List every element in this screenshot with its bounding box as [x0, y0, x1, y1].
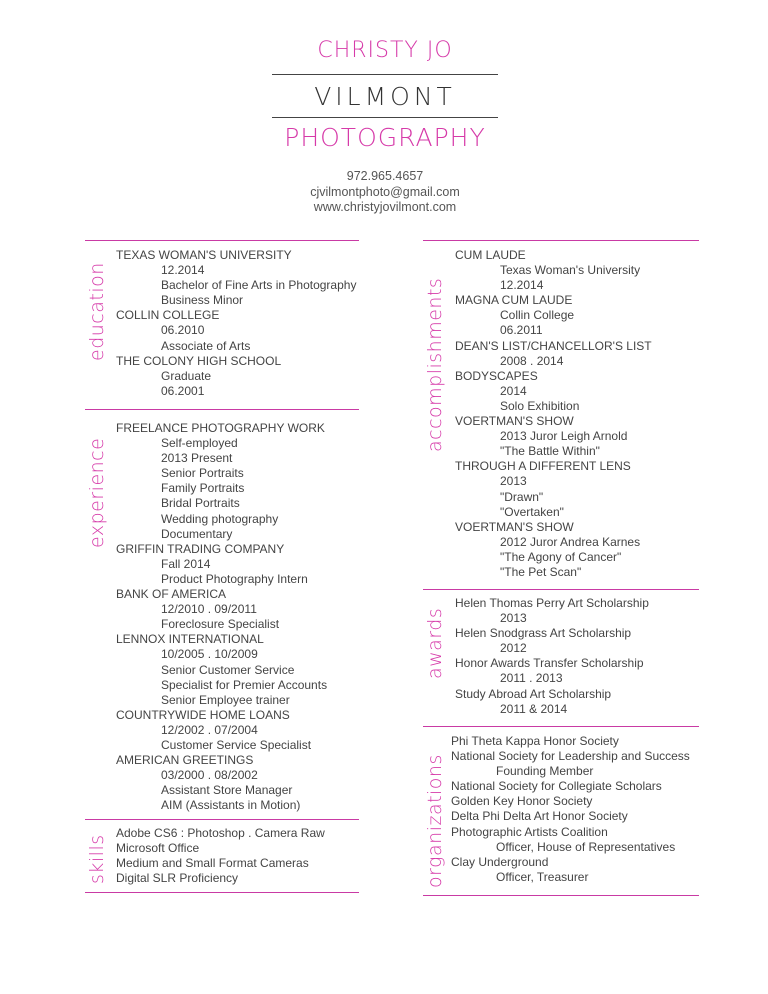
accomplishments-detail-line: "Overtaken" [500, 504, 564, 519]
education-detail-line: 06.2001 [161, 383, 205, 398]
awards-entry-line: Honor Awards Transfer Scholarship [455, 656, 644, 671]
experience-detail-line: Senior Employee trainer [161, 692, 290, 707]
skills-bottom-rule [85, 892, 359, 893]
accomplishments-entry-line: VOERTMAN'S SHOW [455, 414, 574, 429]
accomplishments-entry-line: VOERTMAN'S SHOW [455, 519, 574, 534]
accomplishments-detail-line: 2014 [500, 383, 527, 398]
accomplishments-detail-line: "Drawn" [500, 489, 544, 504]
experience-entry-line: FREELANCE PHOTOGRAPHY WORK [116, 421, 325, 435]
organizations-entry-line: Clay Underground [451, 854, 549, 869]
education-detail-line: Graduate [161, 368, 212, 383]
awards-label: awards [424, 607, 446, 679]
accomplishments-label: accomplishments [424, 277, 446, 452]
accomplishments-detail-line: Collin College [500, 308, 575, 323]
experience-detail-line: Wedding photography [161, 511, 279, 526]
experience-detail-line: Family Portraits [161, 481, 245, 496]
education-entry-line: TEXAS WOMAN'S UNIVERSITY [116, 248, 292, 262]
accomplishments-detail-line: "The Battle Within" [500, 444, 600, 459]
awards-detail-line: 2013 [500, 611, 527, 626]
experience-rule [85, 409, 359, 410]
skills-entry-line: Adobe CS6 : Photoshop . Camera Raw [116, 826, 325, 840]
accomplishments-detail-line: 2008 . 2014 [500, 353, 564, 368]
awards-entry-line: Helen Thomas Perry Art Scholarship [455, 596, 649, 610]
name-line-3: PHOTOGRAPHY [284, 123, 486, 152]
organizations-entry-line: National Society for Leadership and Success [451, 749, 690, 764]
accomplishments-entry-line: MAGNA CUM LAUDE [455, 293, 573, 308]
education-detail-line: Bachelor of Fine Arts in Photography [161, 278, 357, 293]
organizations-entry-line: National Society for Collegiate Scholars [451, 779, 662, 794]
accomplishments-detail-line: Texas Woman's University [500, 263, 641, 278]
email-address: cjvilmontphoto@gmail.com [310, 184, 460, 199]
accomplishments-detail-line: 12.2014 [500, 278, 544, 293]
accomplishments-detail-line: "The Pet Scan" [500, 564, 582, 579]
header-divider-1 [272, 74, 498, 75]
header-divider-2 [272, 117, 498, 118]
website-url: www.christyjovilmont.com [313, 200, 457, 214]
skills-label: skills [86, 834, 108, 884]
awards-section [455, 596, 649, 717]
experience-detail-line: Fall 2014 [161, 556, 211, 571]
awards-detail-line: 2012 [500, 641, 527, 656]
awards-entry-line: Helen Snodgrass Art Scholarship [455, 626, 632, 641]
experience-detail-line: Customer Service Specialist [161, 737, 312, 752]
phone-number: 972.965.4657 [346, 169, 424, 183]
education-rule [85, 240, 359, 241]
name-line-1: CHRISTY JO [317, 38, 453, 63]
experience-detail-line: Self-employed [161, 436, 238, 451]
education-entry-line: COLLIN COLLEGE [116, 308, 220, 323]
experience-entry-line: COUNTRYWIDE HOME LOANS [116, 707, 290, 722]
organizations-detail-line: Officer, House of Representatives [496, 839, 676, 854]
name-line-2: VILMONT [314, 82, 456, 111]
experience-detail-line: 03/2000 . 08/2002 [161, 768, 258, 783]
experience-detail-line: 2013 Present [161, 451, 233, 466]
organizations-bottom-rule [423, 895, 699, 896]
skills-section [116, 826, 325, 886]
skills-entry-line: Microsoft Office [116, 841, 200, 856]
organizations-entry-line: Delta Phi Delta Art Honor Society [451, 809, 628, 824]
experience-entry-line: GRIFFIN TRADING COMPANY [116, 541, 285, 556]
experience-entry-line: AMERICAN GREETINGS [116, 753, 254, 768]
experience-label: experience [86, 437, 108, 548]
education-detail-line: Associate of Arts [161, 338, 251, 353]
accomplishments-rule [423, 240, 699, 241]
skills-rule [85, 819, 359, 820]
accomplishments-entry-line: CUM LAUDE [455, 248, 526, 262]
organizations-label: organizations [424, 754, 446, 888]
accomplishments-detail-line: 2013 [500, 474, 527, 489]
experience-detail-line: Senior Customer Service [161, 662, 295, 677]
accomplishments-entry-line: DEAN'S LIST/CHANCELLOR'S LIST [455, 338, 652, 353]
organizations-entry-line: Golden Key Honor Society [451, 794, 593, 809]
organizations-rule [423, 726, 699, 727]
education-detail-line: Business Minor [161, 293, 244, 308]
experience-detail-line: 12/2010 . 09/2011 [161, 602, 257, 617]
experience-entry-line: LENNOX INTERNATIONAL [116, 632, 264, 647]
awards-entry-line: Study Abroad Art Scholarship [455, 686, 612, 701]
experience-detail-line: 10/2005 . 10/2009 [161, 647, 258, 662]
experience-detail-line: Bridal Portraits [161, 496, 240, 511]
accomplishments-entry-line: BODYSCAPES [455, 368, 538, 383]
accomplishments-detail-line: 2013 Juror Leigh Arnold [500, 429, 628, 444]
experience-section [116, 421, 327, 813]
education-section [116, 248, 356, 399]
experience-detail-line: Documentary [161, 526, 233, 541]
organizations-entry-line: Photographic Artists Coalition [451, 824, 608, 839]
accomplishments-detail-line: 2012 Juror Andrea Karnes [500, 534, 641, 549]
experience-detail-line: Senior Portraits [161, 466, 244, 481]
awards-detail-line: 2011 . 2013 [500, 671, 563, 686]
accomplishments-detail-line: Solo Exhibition [500, 398, 580, 413]
experience-entry-line: BANK OF AMERICA [116, 587, 227, 602]
organizations-detail-line: Founding Member [496, 764, 594, 779]
skills-entry-line: Digital SLR Proficiency [116, 871, 239, 886]
accomplishments-entry-line: THROUGH A DIFFERENT LENS [455, 459, 631, 474]
experience-detail-line: Specialist for Premier Accounts [161, 677, 328, 692]
skills-entry-line: Medium and Small Format Cameras [116, 856, 309, 871]
experience-detail-line: 12/2002 . 07/2004 [161, 722, 258, 737]
organizations-detail-line: Officer, Treasurer [496, 869, 589, 884]
experience-detail-line: Assistant Store Manager [161, 783, 293, 798]
organizations-section [451, 734, 690, 885]
accomplishments-detail-line: 06.2011 [500, 323, 543, 338]
accomplishments-detail-line: "The Agony of Cancer" [500, 549, 622, 564]
education-label: education [86, 262, 108, 361]
awards-rule [423, 589, 699, 590]
accomplishments-section [455, 248, 652, 580]
experience-detail-line: AIM (Assistants in Motion) [161, 798, 301, 813]
education-entry-line: THE COLONY HIGH SCHOOL [116, 353, 282, 368]
contact-info [272, 169, 498, 216]
awards-detail-line: 2011 & 2014 [500, 701, 568, 716]
education-detail-line: 12.2014 [161, 263, 205, 278]
education-detail-line: 06.2010 [161, 323, 205, 338]
experience-detail-line: Product Photography Intern [161, 571, 308, 586]
organizations-entry-line: Phi Theta Kappa Honor Society [451, 734, 619, 748]
experience-detail-line: Foreclosure Specialist [161, 617, 280, 632]
